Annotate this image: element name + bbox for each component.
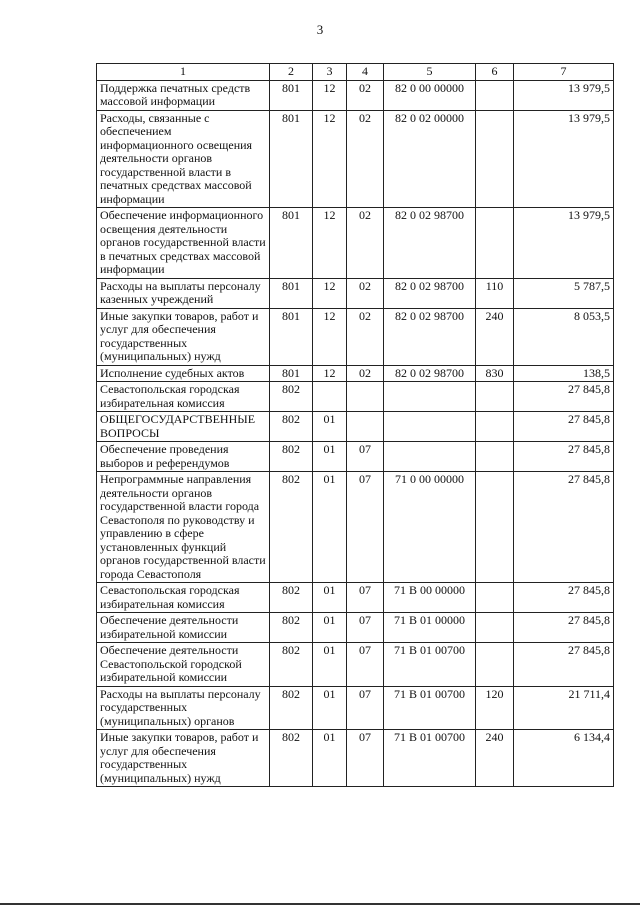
table-row <box>97 442 614 472</box>
amount-cell: 27 845,8 <box>514 472 614 583</box>
section-code-cell: 12 <box>313 365 347 382</box>
item-name-cell: Поддержка печатных средств массовой информации <box>97 80 270 110</box>
subsection-code-cell <box>347 412 384 442</box>
section-code-cell: 12 <box>313 208 347 279</box>
table-row <box>97 80 614 110</box>
amount-cell: 27 845,8 <box>514 643 614 687</box>
expense-type-cell: 120 <box>476 686 514 730</box>
amount-cell: 21 711,4 <box>514 686 614 730</box>
table-row <box>97 278 614 308</box>
target-article-cell: 82 0 02 98700 <box>384 278 476 308</box>
table-row <box>97 110 614 208</box>
expense-type-cell <box>476 442 514 472</box>
item-name-cell: Иные закупки товаров, работ и услуг для обеспечения государственных (муниципальных) нужд <box>97 308 270 365</box>
section-code-cell: 12 <box>313 80 347 110</box>
section-code-cell <box>313 382 347 412</box>
target-article-cell: 71 В 01 00700 <box>384 730 476 787</box>
item-name-cell: Обеспечение деятельности избирательной комиссии <box>97 613 270 643</box>
table-row <box>97 365 614 382</box>
table-row <box>97 730 614 787</box>
subsection-code-cell: 07 <box>347 472 384 583</box>
item-name-cell: ОБЩЕГОСУДАРСТВЕННЫЕ ВОПРОСЫ <box>97 412 270 442</box>
admin-code-cell: 802 <box>270 643 313 687</box>
amount-cell: 27 845,8 <box>514 442 614 472</box>
amount-cell: 27 845,8 <box>514 382 614 412</box>
header-cell: 2 <box>270 64 313 81</box>
amount-cell: 8 053,5 <box>514 308 614 365</box>
section-code-cell: 01 <box>313 686 347 730</box>
item-name-cell: Севастопольская городская избирательная комиссия <box>97 382 270 412</box>
header-cell: 1 <box>97 64 270 81</box>
admin-code-cell: 801 <box>270 278 313 308</box>
admin-code-cell: 802 <box>270 382 313 412</box>
expense-type-cell <box>476 208 514 279</box>
section-code-cell: 12 <box>313 278 347 308</box>
subsection-code-cell: 02 <box>347 365 384 382</box>
expense-type-cell: 110 <box>476 278 514 308</box>
target-article-cell <box>384 382 476 412</box>
admin-code-cell: 801 <box>270 110 313 208</box>
target-article-cell: 71 В 00 00000 <box>384 583 476 613</box>
section-code-cell: 01 <box>313 412 347 442</box>
amount-cell: 27 845,8 <box>514 412 614 442</box>
item-name-cell: Непрограммные направления деятельности органов государственной власти города Севастополя по руководству и управлению в сфере установленных функций органов государственной власти города Севастополя <box>97 472 270 583</box>
budget-table <box>96 63 614 787</box>
table-row <box>97 686 614 730</box>
admin-code-cell: 801 <box>270 308 313 365</box>
subsection-code-cell: 07 <box>347 613 384 643</box>
subsection-code-cell: 07 <box>347 442 384 472</box>
section-code-cell: 01 <box>313 472 347 583</box>
target-article-cell: 82 0 02 98700 <box>384 365 476 382</box>
target-article-cell: 82 0 02 98700 <box>384 208 476 279</box>
target-article-cell: 71 В 01 00000 <box>384 613 476 643</box>
amount-cell: 13 979,5 <box>514 80 614 110</box>
expense-type-cell <box>476 110 514 208</box>
item-name-cell: Исполнение судебных актов <box>97 365 270 382</box>
admin-code-cell: 801 <box>270 208 313 279</box>
admin-code-cell: 802 <box>270 686 313 730</box>
table-row <box>97 583 614 613</box>
target-article-cell: 71 В 01 00700 <box>384 686 476 730</box>
amount-cell: 6 134,4 <box>514 730 614 787</box>
item-name-cell: Обеспечение информационного освещения деятельности органов государственной власти в печатных средствах массовой информации <box>97 208 270 279</box>
target-article-cell: 82 0 00 00000 <box>384 80 476 110</box>
header-cell: 3 <box>313 64 347 81</box>
target-article-cell: 71 В 01 00700 <box>384 643 476 687</box>
table-row <box>97 613 614 643</box>
amount-cell: 13 979,5 <box>514 110 614 208</box>
target-article-cell: 82 0 02 00000 <box>384 110 476 208</box>
target-article-cell: 82 0 02 98700 <box>384 308 476 365</box>
subsection-code-cell: 07 <box>347 583 384 613</box>
header-cell: 4 <box>347 64 384 81</box>
header-row <box>97 64 614 81</box>
amount-cell: 27 845,8 <box>514 613 614 643</box>
item-name-cell: Обеспечение деятельности Севастопольской городской избирательной комиссии <box>97 643 270 687</box>
item-name-cell: Иные закупки товаров, работ и услуг для обеспечения государственных (муниципальных) нужд <box>97 730 270 787</box>
expense-type-cell: 830 <box>476 365 514 382</box>
expense-type-cell <box>476 613 514 643</box>
table-row <box>97 643 614 687</box>
item-name-cell: Обеспечение проведения выборов и референдумов <box>97 442 270 472</box>
section-code-cell: 01 <box>313 613 347 643</box>
expense-type-cell <box>476 412 514 442</box>
subsection-code-cell: 02 <box>347 308 384 365</box>
subsection-code-cell <box>347 382 384 412</box>
header-cell: 5 <box>384 64 476 81</box>
page-number: 3 <box>316 22 324 37</box>
expense-type-cell <box>476 382 514 412</box>
item-name-cell: Расходы на выплаты персоналу казенных учреждений <box>97 278 270 308</box>
section-code-cell: 01 <box>313 643 347 687</box>
section-code-cell: 01 <box>313 583 347 613</box>
amount-cell: 27 845,8 <box>514 583 614 613</box>
header-cell: 7 <box>514 64 614 81</box>
admin-code-cell: 802 <box>270 613 313 643</box>
admin-code-cell: 802 <box>270 472 313 583</box>
expense-type-cell: 240 <box>476 730 514 787</box>
table-row <box>97 208 614 279</box>
item-name-cell: Севастопольская городская избирательная комиссия <box>97 583 270 613</box>
admin-code-cell: 802 <box>270 442 313 472</box>
table-row <box>97 412 614 442</box>
subsection-code-cell: 02 <box>347 278 384 308</box>
section-code-cell: 01 <box>313 442 347 472</box>
target-article-cell <box>384 412 476 442</box>
table-row <box>97 472 614 583</box>
expense-type-cell <box>476 80 514 110</box>
admin-code-cell: 801 <box>270 365 313 382</box>
section-code-cell: 01 <box>313 730 347 787</box>
target-article-cell <box>384 442 476 472</box>
subsection-code-cell: 02 <box>347 208 384 279</box>
admin-code-cell: 802 <box>270 412 313 442</box>
subsection-code-cell: 07 <box>347 730 384 787</box>
target-article-cell: 71 0 00 00000 <box>384 472 476 583</box>
amount-cell: 138,5 <box>514 365 614 382</box>
expense-type-cell <box>476 583 514 613</box>
admin-code-cell: 802 <box>270 583 313 613</box>
expense-type-cell <box>476 643 514 687</box>
expense-type-cell <box>476 472 514 583</box>
section-code-cell: 12 <box>313 308 347 365</box>
admin-code-cell: 802 <box>270 730 313 787</box>
item-name-cell: Расходы, связанные с обеспечением информационного освещения деятельности органов государственной власти в печатных средствах массовой информации <box>97 110 270 208</box>
expense-type-cell: 240 <box>476 308 514 365</box>
section-code-cell: 12 <box>313 110 347 208</box>
subsection-code-cell: 07 <box>347 686 384 730</box>
header-cell: 6 <box>476 64 514 81</box>
table-row <box>97 308 614 365</box>
table-row <box>97 382 614 412</box>
subsection-code-cell: 07 <box>347 643 384 687</box>
subsection-code-cell: 02 <box>347 110 384 208</box>
amount-cell: 13 979,5 <box>514 208 614 279</box>
subsection-code-cell: 02 <box>347 80 384 110</box>
item-name-cell: Расходы на выплаты персоналу государственных (муниципальных) органов <box>97 686 270 730</box>
amount-cell: 5 787,5 <box>514 278 614 308</box>
admin-code-cell: 801 <box>270 80 313 110</box>
